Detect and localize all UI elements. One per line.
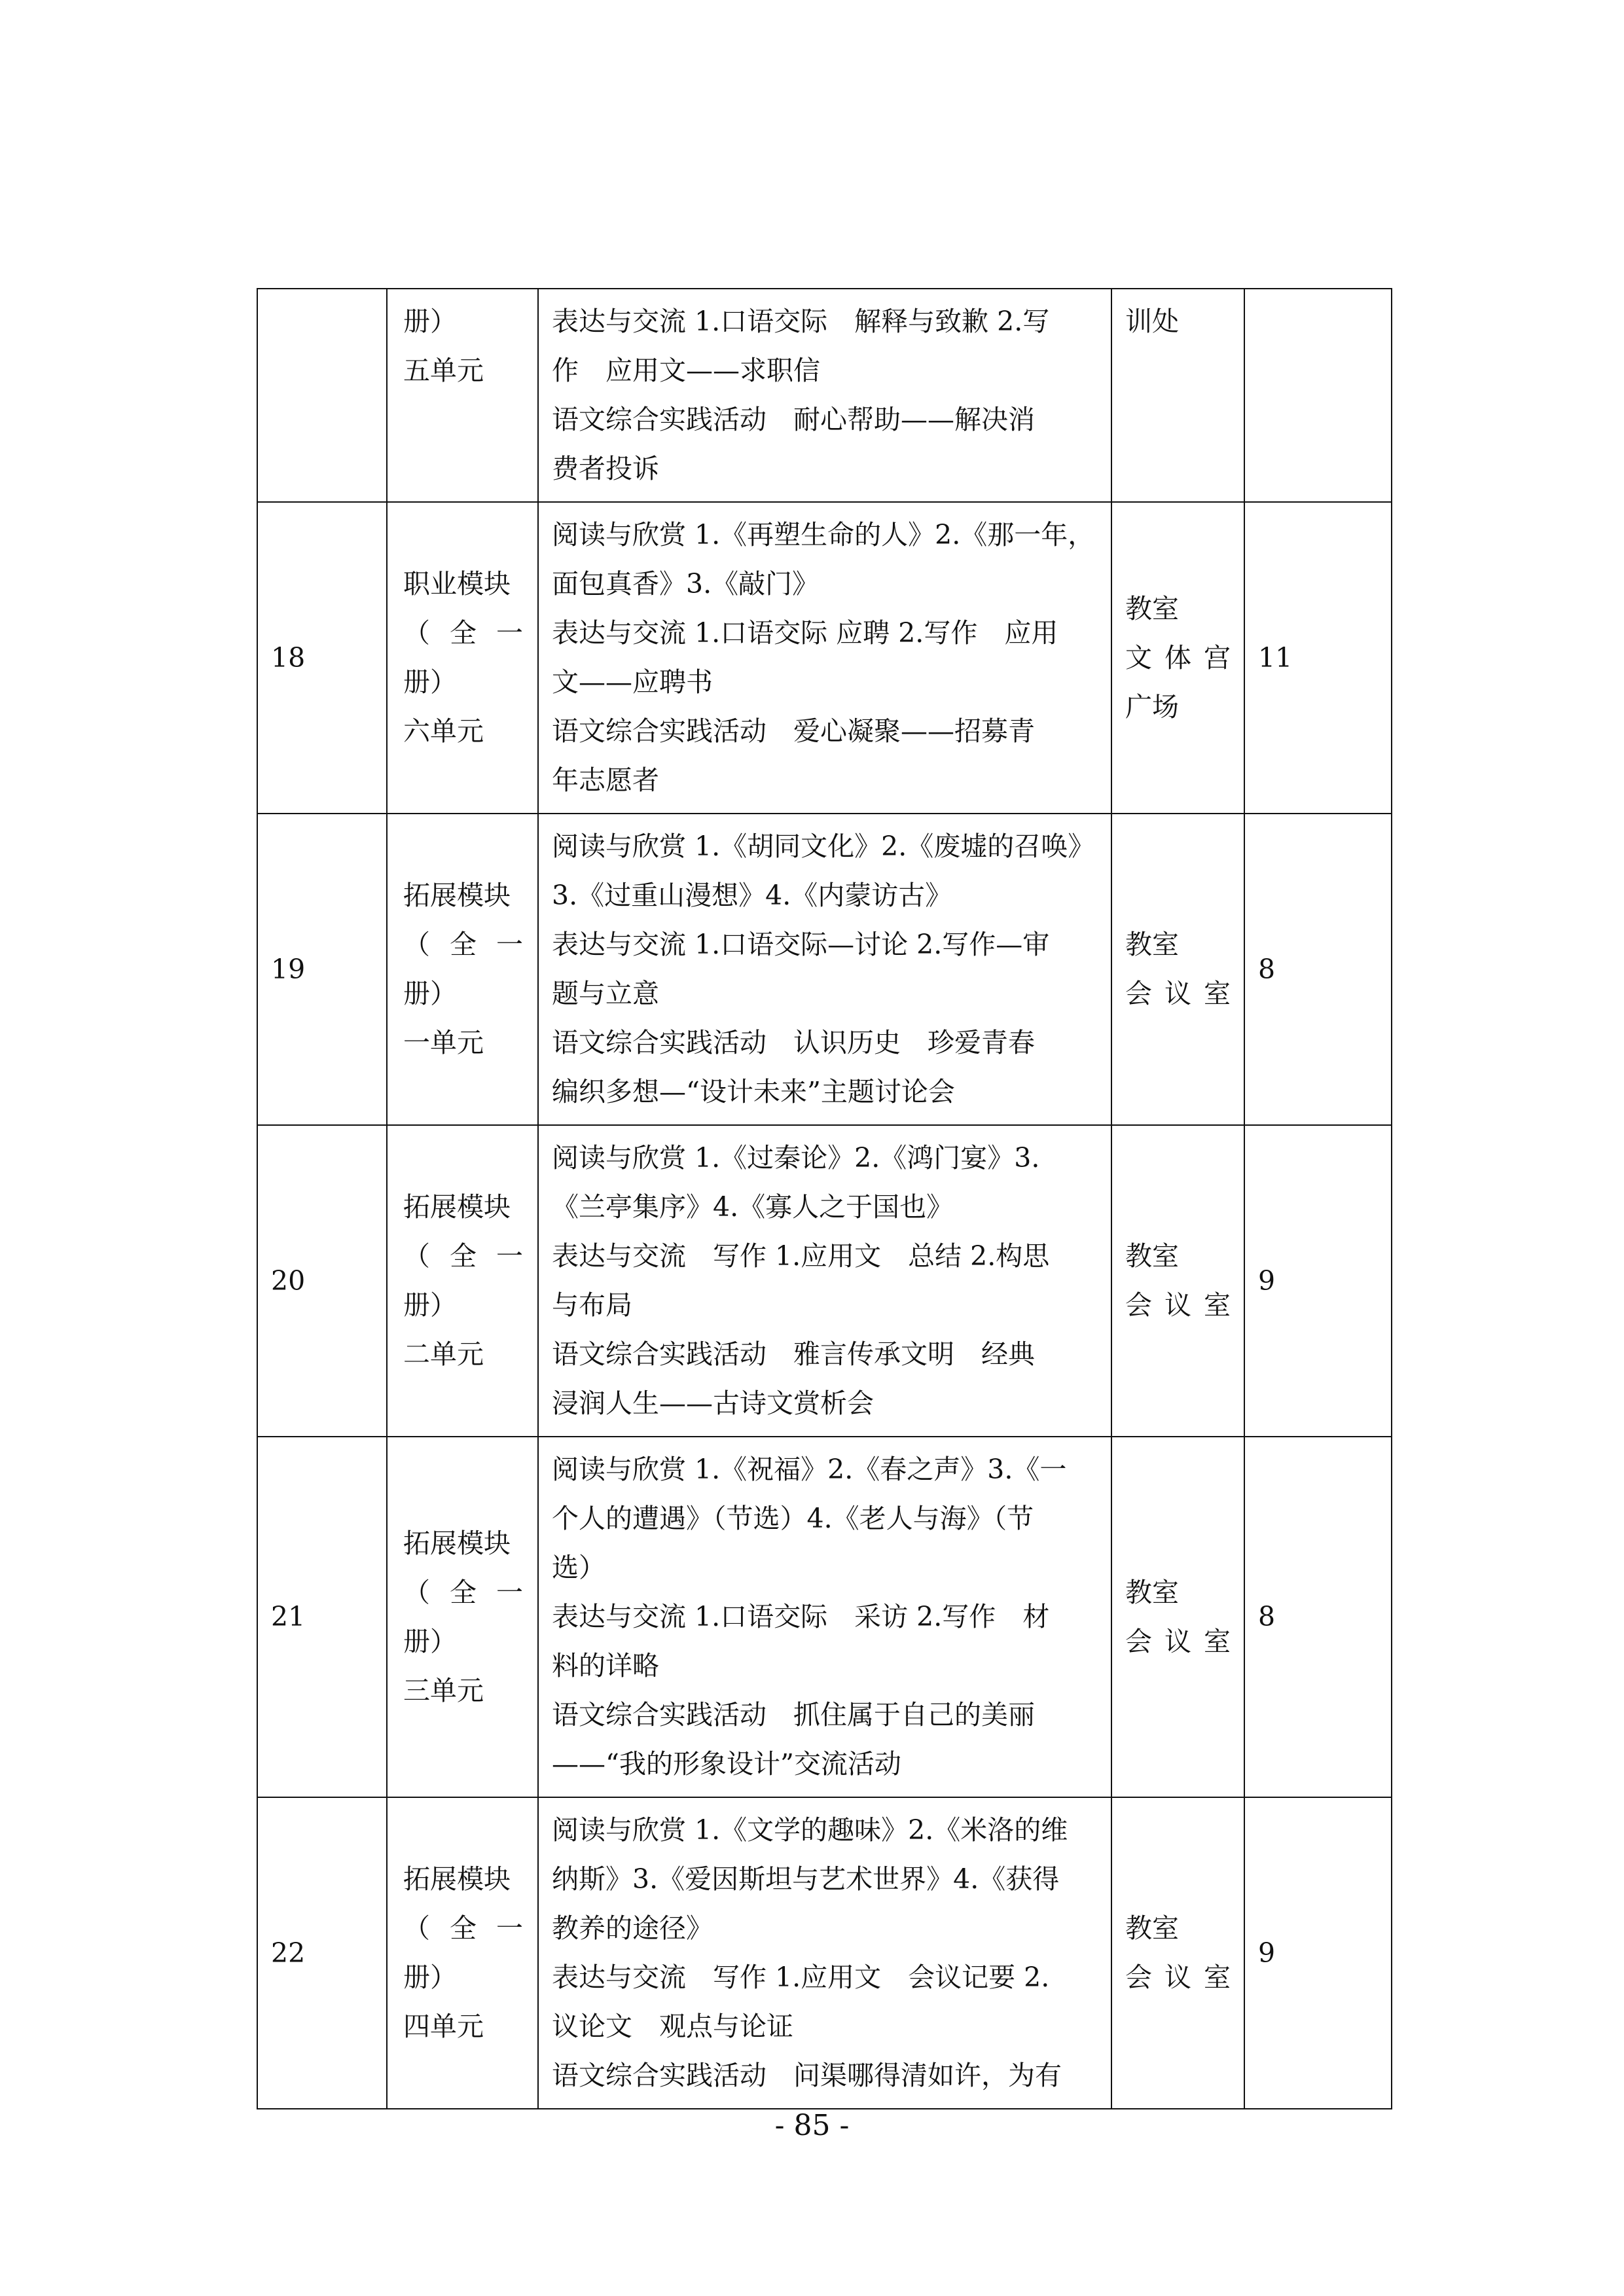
content-line: 议论文 观点与论证	[552, 2011, 793, 2042]
content-line: 浸润人生——古诗文赏析会	[552, 1388, 874, 1419]
module-char: 一	[496, 1912, 523, 1944]
content-line: 阅读与欣赏 1.《再塑生命的人》2.《那一年，	[552, 519, 1095, 550]
module-line: 二单元	[403, 1338, 484, 1370]
lesson-number-cell	[257, 1797, 387, 2109]
place-char: 议	[1164, 1625, 1191, 1657]
content-line: 作 应用文——求职信	[552, 355, 820, 386]
place-line: 教室	[1125, 929, 1179, 960]
hours-value: 11	[1258, 641, 1293, 673]
module-line: 册）	[403, 666, 457, 698]
module-char: 全	[450, 1576, 477, 1608]
hours-cell	[1244, 1437, 1392, 1797]
place-line	[1125, 1617, 1231, 1666]
module-char: 一	[496, 617, 523, 649]
module-line: 拓展模块	[403, 1527, 511, 1559]
place-char: 会	[1125, 1962, 1152, 1993]
module-char: （	[403, 929, 430, 960]
module-line: 一单元	[403, 1027, 484, 1058]
content-line: 表达与交流 1.口语交际 解释与致歉 2.写	[552, 306, 1050, 337]
place-char: 会	[1125, 1289, 1152, 1321]
module-line	[403, 1904, 523, 1953]
table-row	[257, 1437, 1392, 1797]
module-line: 三单元	[403, 1674, 484, 1706]
content-cell	[538, 502, 1111, 814]
content-line: 表达与交流 1.口语交际—讨论 2.写作—审	[552, 929, 1050, 960]
table-row	[257, 814, 1392, 1125]
place-line	[1125, 634, 1231, 683]
place-line: 教室	[1125, 1240, 1179, 1272]
hours-cell	[1244, 289, 1392, 502]
module-line	[403, 920, 523, 969]
hours-value: 8	[1258, 953, 1276, 985]
table-row	[257, 502, 1392, 814]
table-row	[257, 1797, 1392, 2109]
module-char: （	[403, 617, 430, 649]
place-line	[1125, 1953, 1231, 2002]
lesson-number: 21	[271, 1601, 306, 1632]
lesson-number: 20	[271, 1265, 306, 1297]
place-line: 训处	[1125, 306, 1179, 337]
module-line: 册）	[403, 978, 457, 1009]
content-line: 语文综合实践活动 问渠哪得清如许，为有	[552, 2060, 1062, 2091]
module-char: （	[403, 1240, 430, 1272]
table-body	[257, 289, 1392, 2109]
content-line: 题与立意	[552, 978, 659, 1009]
place-char: 文	[1125, 641, 1152, 673]
module-line: 拓展模块	[403, 1863, 511, 1895]
content-cell	[538, 1125, 1111, 1437]
content-line: 纳斯》3.《爱因斯坦与艺术世界》4.《获得	[552, 1863, 1060, 1895]
content-cell	[538, 814, 1111, 1125]
place-line: 教室	[1125, 1912, 1179, 1944]
place-line	[1125, 1281, 1231, 1330]
module-char: （	[403, 1576, 430, 1608]
lesson-number: 22	[271, 1937, 306, 1969]
module-line: 册）	[403, 1289, 457, 1321]
place-char: 体	[1164, 641, 1191, 673]
content-line: 表达与交流 写作 1.应用文 会议记要 2.	[552, 1962, 1050, 1993]
module-char: 全	[450, 929, 477, 960]
module-line: 职业模块	[403, 568, 511, 600]
module-line	[403, 609, 523, 658]
module-char: （	[403, 1912, 430, 1944]
module-cell	[387, 1125, 538, 1437]
content-line: 料的详略	[552, 1650, 659, 1681]
module-line: 六单元	[403, 715, 484, 747]
place-char: 宫	[1204, 641, 1231, 673]
module-line	[403, 1232, 523, 1281]
content-line: 费者投诉	[552, 453, 659, 484]
hours-value: 8	[1258, 1601, 1276, 1632]
content-line: 阅读与欣赏 1.《文学的趣味》2.《米洛的维	[552, 1814, 1068, 1846]
place-cell	[1111, 502, 1244, 814]
hours-cell	[1244, 1125, 1392, 1437]
content-line: 与布局	[552, 1289, 632, 1321]
content-line: 文——应聘书	[552, 666, 713, 698]
content-line: 面包真香》3.《敲门》	[552, 568, 820, 600]
module-char: 一	[496, 929, 523, 960]
lesson-number-cell	[257, 502, 387, 814]
module-char: 全	[450, 1240, 477, 1272]
place-cell	[1111, 289, 1244, 502]
module-char: 全	[450, 617, 477, 649]
module-cell	[387, 1437, 538, 1797]
lesson-number: 18	[271, 641, 306, 673]
content-line: 表达与交流 1.口语交际 应聘 2.写作 应用	[552, 617, 1058, 649]
content-line: 教养的途径》	[552, 1912, 713, 1944]
module-line	[403, 1568, 523, 1617]
content-line: 编织多想—“设计未来”主题讨论会	[552, 1076, 955, 1107]
content-line: 语文综合实践活动 爱心凝聚——招募青	[552, 715, 1035, 747]
content-line: 语文综合实践活动 认识历史 珍爱青春	[552, 1027, 1035, 1058]
place-cell	[1111, 814, 1244, 1125]
module-char: 一	[496, 1576, 523, 1608]
place-cell	[1111, 1125, 1244, 1437]
module-line: 册）	[403, 1962, 457, 1993]
content-line: 语文综合实践活动 雅言传承文明 经典	[552, 1338, 1035, 1370]
course-schedule-table	[257, 288, 1392, 2109]
place-char: 议	[1164, 1289, 1191, 1321]
place-line: 广场	[1125, 691, 1179, 723]
lesson-number-cell	[257, 1125, 387, 1437]
hours-value: 9	[1258, 1937, 1276, 1969]
table-row	[257, 1125, 1392, 1437]
content-line: 《兰亭集序》4.《寡人之于国也》	[552, 1191, 954, 1223]
page-number: - 85 -	[774, 2109, 850, 2142]
module-line: 拓展模块	[403, 1191, 511, 1223]
place-cell	[1111, 1797, 1244, 2109]
content-line: 阅读与欣赏 1.《胡同文化》2.《废墟的召唤》	[552, 831, 1095, 862]
content-line: ——“我的形象设计”交流活动	[552, 1748, 901, 1780]
place-cell	[1111, 1437, 1244, 1797]
content-line: 3.《过重山漫想》4.《内蒙访古》	[552, 880, 952, 911]
place-char: 会	[1125, 978, 1152, 1009]
module-cell	[387, 289, 538, 502]
module-line: 册）	[403, 1625, 457, 1657]
place-char: 会	[1125, 1625, 1152, 1657]
place-char: 室	[1204, 1962, 1231, 1993]
place-char: 室	[1204, 1625, 1231, 1657]
place-line	[1125, 969, 1231, 1018]
module-line: 五单元	[403, 355, 484, 386]
place-char: 室	[1204, 978, 1231, 1009]
lesson-number-cell	[257, 289, 387, 502]
content-line: 年志愿者	[552, 764, 659, 796]
content-cell	[538, 289, 1111, 502]
content-line: 语文综合实践活动 抓住属于自己的美丽	[552, 1699, 1035, 1731]
module-cell	[387, 814, 538, 1125]
place-char: 室	[1204, 1289, 1231, 1321]
lesson-number-cell	[257, 814, 387, 1125]
hours-cell	[1244, 1797, 1392, 2109]
content-cell	[538, 1437, 1111, 1797]
module-char: 全	[450, 1912, 477, 1944]
table-row	[257, 289, 1392, 502]
place-char: 议	[1164, 1962, 1191, 1993]
content-line: 选）	[552, 1552, 605, 1583]
lesson-number: 19	[271, 953, 306, 985]
module-line: 四单元	[403, 2011, 484, 2042]
content-line: 阅读与欣赏 1.《祝福》2.《春之声》3.《一	[552, 1454, 1067, 1485]
content-line: 表达与交流 1.口语交际 采访 2.写作 材	[552, 1601, 1050, 1632]
hours-cell	[1244, 502, 1392, 814]
place-line: 教室	[1125, 592, 1179, 624]
place-char: 议	[1164, 978, 1191, 1009]
module-char: 一	[496, 1240, 523, 1272]
content-line: 个人的遭遇》（节选）4.《老人与海》（节	[552, 1503, 1034, 1534]
hours-value: 9	[1258, 1265, 1276, 1297]
module-line: 拓展模块	[403, 880, 511, 911]
content-line: 语文综合实践活动 耐心帮助——解决消	[552, 404, 1035, 435]
module-cell	[387, 1797, 538, 2109]
content-cell	[538, 1797, 1111, 2109]
lesson-number-cell	[257, 1437, 387, 1797]
hours-cell	[1244, 814, 1392, 1125]
module-cell	[387, 502, 538, 814]
module-line: 册）	[403, 306, 457, 337]
content-line: 阅读与欣赏 1.《过秦论》2.《鸿门宴》3.	[552, 1142, 1040, 1174]
content-line: 表达与交流 写作 1.应用文 总结 2.构思	[552, 1240, 1050, 1272]
place-line: 教室	[1125, 1576, 1179, 1608]
